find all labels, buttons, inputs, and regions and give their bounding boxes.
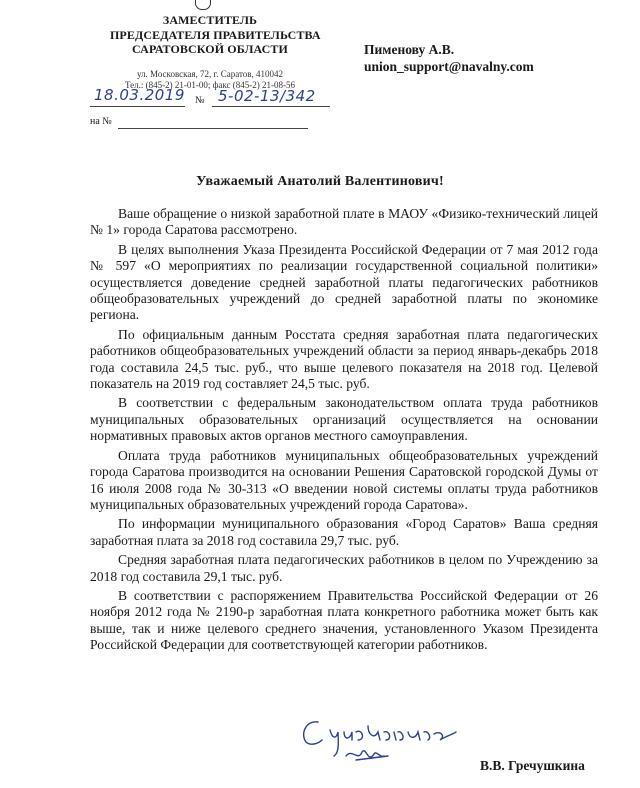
reply-to-underline bbox=[118, 128, 308, 129]
coat-of-arms-icon bbox=[195, 0, 211, 10]
handwritten-number: 5-02-13/342 bbox=[218, 87, 316, 105]
reply-to-line bbox=[90, 116, 310, 130]
body-paragraph: По официальным данным Росстата средняя заработная плата педагогических работников общеобразовательных учреждений области за период январь-декабрь 2018 года составила 24,5 тыс. руб., что выше целевого показателя на 2018 год. Целевой показатель на 2019 год составляет 24,5 тыс. руб. bbox=[90, 326, 598, 392]
letter-body bbox=[90, 206, 598, 657]
letterhead-title-line: ЗАМЕСТИТЕЛЬ bbox=[162, 13, 258, 27]
body-paragraph: В соответствии с распоряжением Правительства Российской Федерации от 26 ноября 2012 года № 2190-р заработная плата конкретного работника может быть как выше, так и ниже целевого среднего значения, установленного Указом Президента Российской Федерации для соответствующей категории работников. bbox=[90, 587, 598, 653]
salutation: Уважаемый Анатолий Валентинович! bbox=[196, 174, 444, 189]
body-paragraph: Средняя заработная плата педагогических работников в целом по Учреждению за 2018 год составила 29,1 тыс. руб. bbox=[90, 552, 598, 584]
date-underline bbox=[90, 106, 185, 107]
letterhead-title bbox=[110, 13, 321, 57]
signer-name: В.В. Гречушкина bbox=[480, 758, 585, 773]
number-underline bbox=[212, 106, 330, 107]
contact-line: Тел.: (845-2) 21-01-00; факс (845-2) 21-08-56 bbox=[124, 80, 296, 90]
recipient-block bbox=[364, 41, 534, 75]
letterhead-title-line: САРАТОВСКОЙ ОБЛАСТИ bbox=[132, 42, 288, 56]
reply-to-label: на № bbox=[90, 116, 112, 127]
recipient-name: Пименову А.В. bbox=[364, 42, 455, 57]
letterhead-title-line: ПРЕДСЕДАТЕЛЯ ПРАВИТЕЛЬСТВА bbox=[110, 27, 321, 42]
address-line: ул. Московская, 72, г. Саратов, 410042 bbox=[136, 69, 284, 79]
recipient-email: union_support@navalny.com bbox=[364, 59, 534, 74]
number-sign: № bbox=[195, 95, 205, 106]
body-paragraph: Оплата труда работников муниципальных общеобразовательных учреждений города Саратова производится на основании Решения Саратовской городской Думы от 16 июля 2008 года № 30-313 «О введении новой системы оплаты труда работников муниципальных образовательных учреждений города Саратова». bbox=[90, 447, 598, 512]
body-paragraph: В соответствии с федеральным законодательством оплата труда работников муниципальных образовательных организаций осуществляется на основании нормативных правовых актов органов местного самоуправления. bbox=[90, 395, 598, 444]
body-paragraph: В целях выполнения Указа Президента Российской Федерации от 7 мая 2012 года № 597 «О мероприятиях по реализации государственной социальной политики» осуществляется доведение средней заработной платы педагогических работников общеобразовательных учреждений до средней заработной платы по экономике региона. bbox=[90, 241, 598, 323]
handwritten-date: 18.03.2019 bbox=[94, 86, 185, 104]
handwritten-signature bbox=[296, 712, 466, 772]
body-paragraph: Ваше обращение о низкой заработной плате в МАОУ «Физико-технический лицей № 1» города Саратова рассмотрено. bbox=[90, 206, 598, 238]
body-paragraph: По информации муниципального образования «Город Саратов» Ваша средняя заработная плата за 2018 год составила 29,7 тыс. руб. bbox=[90, 516, 598, 548]
